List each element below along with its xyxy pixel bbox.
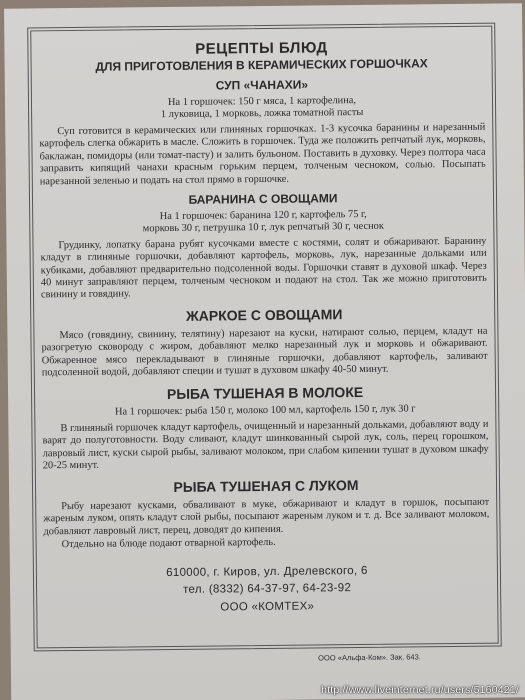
recipe-text: В глиняный горшочек кладут картофель, очищенный и нарезанный дольками, добавляют воду и варят до полуготовности. Воду сливают, кладут шинкованный сырой лук, соль, перец горошком, лавровый лист, куски сырой рыбы, заливают молоком, при слабом кипении тушат в духовом шкафу 20-25 минут.	[42, 418, 489, 472]
ingredients-line: На 1 горшочек: 150 г мяса, 1 картофелина,	[167, 94, 357, 108]
recipe-chanakhi	[39, 76, 486, 188]
ingredients-line: На 1 горшочек: баранина 120 г, картофель 75 г,	[159, 208, 367, 222]
recipe-text: Мясо (говядину, свинину, телятину) нарезают на куски, натирают солью, перцем, кладут на разогретую сковороду с жиром, добавляют мелко нарезанный лук и морковь и обжаривают. Обжаренное мясо перекладывают в глиняные горшочки, добавляют картофель, заливают подсоленной водой, добавляют специи и тушат в духовом шкафу 40-50 минут.	[41, 325, 488, 379]
recipe-ingredients	[39, 93, 485, 123]
recipe-title: РЫБА ТУШЕНАЯ В МОЛОКЕ	[166, 383, 364, 402]
document-subtitle: ДЛЯ ПРИГОТОВЛЕНИЯ В КЕРАМИЧЕСКИХ ГОРШОЧКАХ	[95, 56, 428, 74]
recipe-title: СУП «ЧАНАХИ»	[215, 77, 309, 93]
recipe-roast-vegetables	[41, 305, 488, 380]
footer-address: 610000, г. Киров, ул. Дрелевского, 6	[166, 564, 368, 579]
document-content	[38, 34, 490, 620]
paper-sheet	[4, 3, 525, 700]
recipe-ingredients	[40, 207, 486, 237]
recipe-title: ЖАРКОЕ С ОВОЩАМИ	[185, 306, 343, 324]
recipe-text-extra: Отдельно на блюде подают отварной картофель.	[61, 537, 276, 551]
recipe-text: Суп готовится в керамических или глиняных горшочках. 1-3 кусочка баранины и нарезанный картофель слегка обжарить в масле. Сложить в горшочек. Туда же положить репчатый лук, морковь, баклажан, помидоры (или томат-пасту) и залить бульоном. Поставить в духовку. Через полтора часа заправить кипящий чанахи красным горьким перцем, толченым чесноком, солью. Посыпать нарезанной зеленью и подать на стол прямо в горшочке.	[39, 121, 486, 188]
recipe-text: Рыбу нарезают кусками, обваливают в муке, обжаривают и кладут в горшок, посыпают жареным луком, опять кладут слой рыбы, посыпают жареным луком и т. д. Все заливают молоком, добавляют лавровый лист, перец, доводят до кипения.	[43, 496, 490, 537]
recipe-fish-milk	[42, 382, 489, 473]
contact-footer	[44, 561, 491, 619]
recipe-lamb-vegetables	[40, 190, 487, 302]
recipe-fish-onion	[43, 476, 490, 552]
footer-company: ООО «КОМТЕХ»	[220, 600, 315, 614]
printer-note: ООО «Альфа-Ком». Зак. 643.	[318, 652, 421, 663]
recipe-title: БАРАНИНА С ОВОЩАМИ	[188, 191, 338, 207]
recipe-text: Грудинку, лопатку барана рубят кусочками вместе с костями, солят и обжаривают. Баранину кладут в глиняные горшочки, добавляют картофель, морковь, лук, нарезанные дольками или кубиками, добавляют предварительно подсоленной воды. Горшочки ставят в духовой шкаф. Через 40 минут заправляют перцем, толченым чесноком и подают на стол. Так же можно приготовить свинину и говядину.	[40, 235, 487, 301]
ingredients-line: 1 луковица, 1 морковь, ложка томатной пасты	[160, 107, 364, 121]
recipe-ingredients	[42, 403, 488, 420]
ingredients-line: морковь 30 г, петрушка 10 г, лук репчатый 30 г, чеснок	[142, 220, 384, 235]
recipe-title: РЫБА ТУШЕНАЯ С ЛУКОМ	[173, 476, 359, 495]
footer-phone: тел. (8332) 64-37-97, 64-23-92	[182, 582, 352, 597]
document-title: РЕЦЕПТЫ БЛЮД	[195, 39, 328, 58]
watermark-url: http://www.liveinternet.ru/users/5160421/	[321, 684, 519, 696]
ingredients-line: На 1 горшочек: рыба 150 г, молоко 100 мл, картофель 150 г, лук 30 г	[114, 403, 416, 419]
